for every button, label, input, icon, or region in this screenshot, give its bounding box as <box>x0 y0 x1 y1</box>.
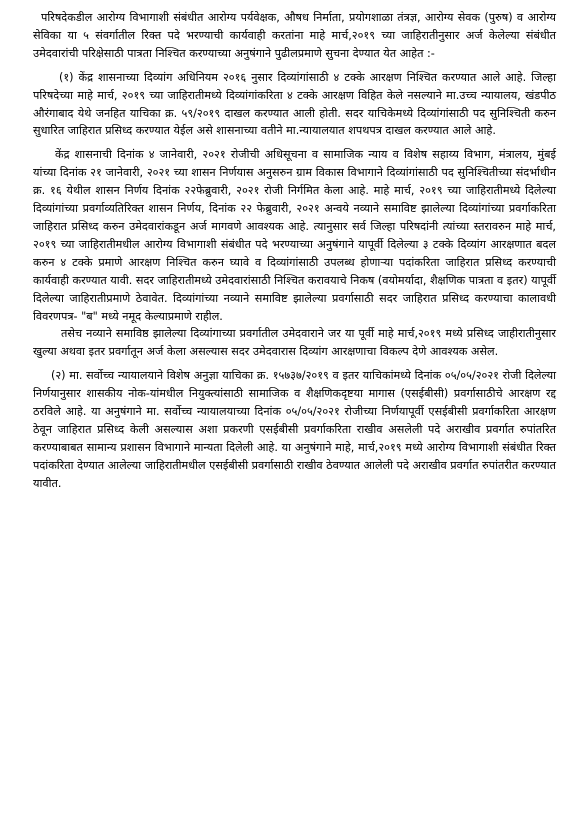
intro-paragraph: परिषदेकडील आरोग्य विभागाशी संबंधीत आरोग्य पर्यवेक्षक, औषध निर्माता, प्रयोगशाळा तंत्रज्ञ, आरोग्य सेवक (पुरुष) व आरोग्य सेविका या ५ संवर्गातील रिक्त पदे भरण्याची कार्यवाही करतांना माहे मार्च,२०१९ च्या जाहिरातीनुसार अर्ज केलेल्या संबंधीत उमेदवारांची परिक्षेसाठी पात्रता निश्चित करण्याच्या अनुषंगाने पुढीलप्रमाणे सुचना देण्यात येत आहेत :- <box>33 11 556 60</box>
point-1-continuation-paragraph: केंद्र शासनाची दिनांक ४ जानेवारी, २०२१ रोजीची अधिसूचना व सामाजिक न्याय व विशेष सहाय्य विभाग, मंत्रालय, मुंबई यांच्या दिनांक २१ जानेवारी, २०२१ च्या शासन निर्णयास अनुसरुन ग्राम विकास विभागाने दिव्यांगांसाठी पद सुनिश्चितीच्या संदर्भाधीन क्र. १६ येथील शासन निर्णय दिनांक २२फेब्रुवारी, २०२१ रोजी निर्गमित केला आहे. माहे मार्च, २०१९ च्या जाहिरातीमध्ये दिलेल्या दिव्यांगांच्या प्रवर्गाव्यतिरिक्त शासन निर्णय, दिनांक २२ फेब्रुवारी, २०२१ अन्वये नव्याने समाविष्ट झालेल्या दिव्यांगांच्या प्रवर्गाकरिता जाहिरात प्रसिध्द करुन उमेदवारांकडून अर्ज मागवणे आवश्यक आहे. त्यानुसार सर्व जिल्हा परिषदांनी त्यांच्या स्तरावरुन माहे मार्च, २०१९ च्या जाहिरातीमधील आरोग्य विभागाशी संबंधीत पदे भरण्याच्या अनुषंगाने यापूर्वी दिलेल्या ३ टक्के दिव्यांग आरक्षणात बदल करुन ४ टक्के प्रमाणे आरक्षण निश्चित करुन घ्यावे व दिव्यांगांसाठी उपलब्ध होणाऱ्या पदांकरिता जाहिरात प्रसिध्द करण्याची कार्यवाही करण्यात यावी. सदर जाहिरातीमध्ये उमेदवारांसाठी निश्चित करावयाचे निकष (वयोमर्यादा, शैक्षणिक पात्रता व इतर) यापूर्वी दिलेल्या जाहिरातीप्रमाणे ठेवावेत. दिव्यांगांच्या नव्याने समाविष्ट झालेल्या प्रवर्गासाठी सदर जाहिरात प्रसिध्द करण्याचा कालावधी विवरणपत्र- "ब" मध्ये नमूद केल्याप्रमाणे राहील. <box>33 148 556 323</box>
point-1-paragraph: (१) केंद्र शासनाच्या दिव्यांग अधिनियम २०१६ नुसार दिव्यांगांसाठी ४ टक्के आरक्षण निश्चित करण्यात आले आहे. जिल्हा परिषदेच्या माहे मार्च, २०१९ च्या जाहिरातीमध्ये दिव्यांगांकरिता ४ टक्के आरक्षण विहित केले नसल्याने मा.उच्च न्यायालय, खंडपीठ औरंगाबाद येथे जनहित याचिका क्र. ५९/२०१९ दाखल करण्यात आली होती. सदर याचिकेमध्ये दिव्यांगांसाठी पद सुनिश्चिती करुन सुधारित जाहिरात प्रसिध्द करण्यात येईल असे शासनाच्या वतीने मा.न्यायालयात शपथपत्र दाखल करण्यात आले आहे. <box>33 70 556 138</box>
point-1-option-paragraph: तसेच नव्याने समाविष्ठ झालेल्या दिव्यांगाच्या प्रवर्गातील उमेदवाराने जर या पूर्वी माहे मार्च,२०१९ मध्ये प्रसिध्द जाहीरातीनुसार खुल्या अथवा इतर प्रवर्गातून अर्ज केला असल्यास सदर उमेदवारास दिव्यांग आरक्षणाचा विकल्प देणे आवश्यक असेल. <box>33 327 556 359</box>
point-2-paragraph: (२) मा. सर्वोच्च न्यायालयाने विशेष अनुज्ञा याचिका क्र. १५७३७/२०१९ व इतर याचिकांमध्ये दिनांक ०५/०५/२०२१ रोजी दिलेल्या निर्णयानुसार शासकीय नोक-यांमधील नियुक्त्यांसाठी सामाजिक व शैक्षणिकदृष्टया मागास (एसईबीसी) प्रवर्गासाठीचे आरक्षण रद्द ठरविले आहे. या अनुषंगाने मा. सर्वोच्च न्यायालयाच्या दिनांक ०५/०५/२०२१ रोजीच्या निर्णयापूर्वी एसईबीसी प्रवर्गाकरिता आरक्षण ठेवून जाहिरात प्रसिध्द केली असल्यास अशा प्रकरणी एसईबीसी प्रवर्गाकरिता राखीव असलेली पदे अराखीव प्रवर्गात रुपांतरित करण्याबाबत सामान्य प्रशासन विभागाने मान्यता दिलेली आहे. या अनुषंगाने माहे, मार्च,२०१९ मध्ये आरोग्य विभागाशी संबंधीत रिक्त पदांकरिता देण्यात आलेल्या जाहिरातीमधील एसईबीसी प्रवर्गासाठी राखीव ठेवण्यात आलेली पदे अराखीव प्रवर्गात रुपांतरीत करण्यात यावीत. <box>33 369 556 490</box>
